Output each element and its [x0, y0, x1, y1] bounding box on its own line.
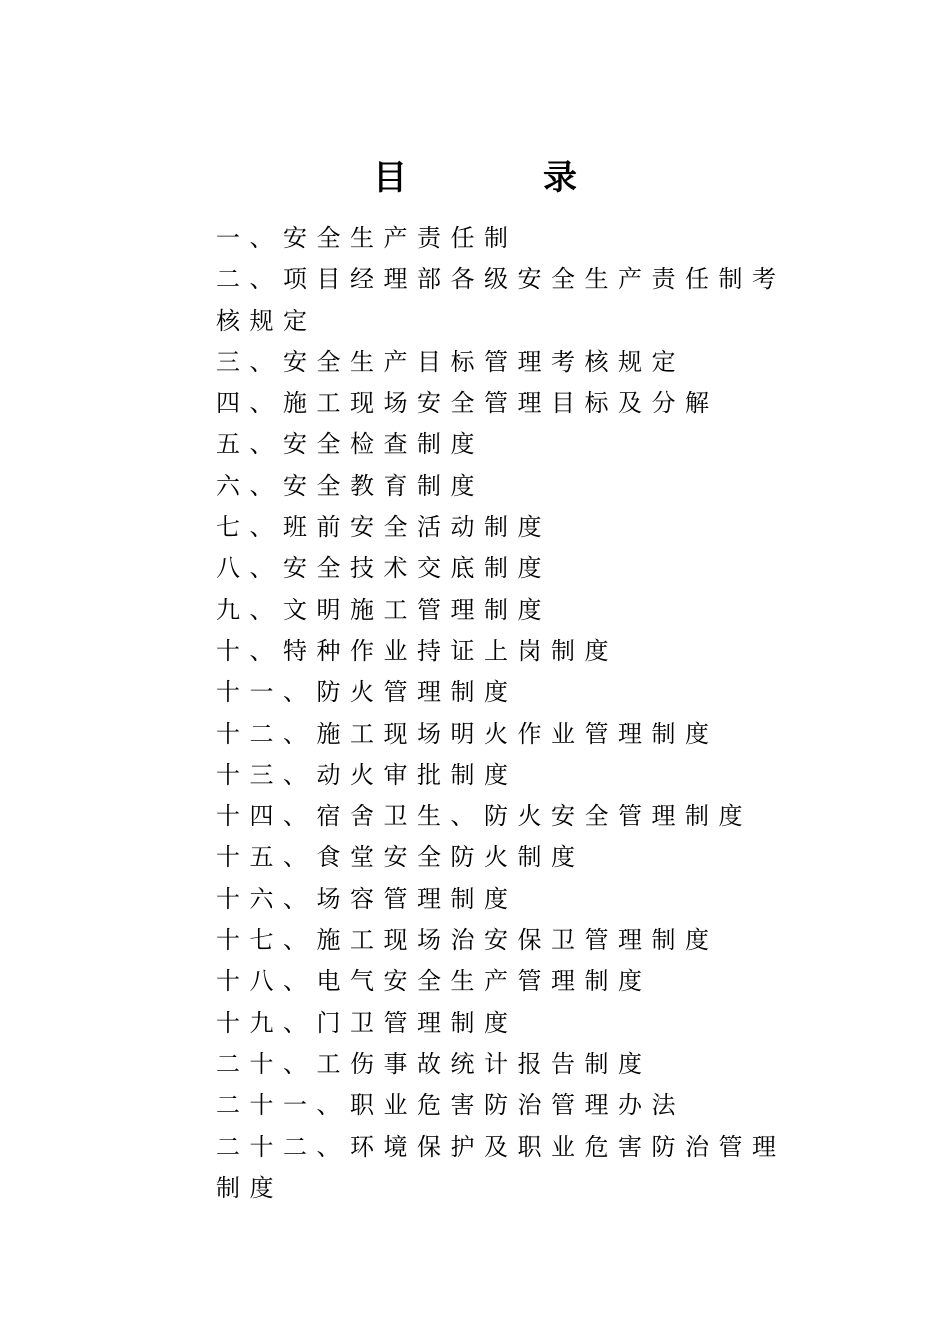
page-title: 目 录 — [373, 158, 577, 198]
toc-item: 八、安全技术交底制度 — [216, 554, 551, 583]
toc-item: 十四、宿舍卫生、防火安全管理制度 — [216, 802, 752, 831]
toc-item: 二十二、环境保护及职业危害防治管理制度 — [216, 1132, 786, 1202]
toc-item: 七、班前安全活动制度 — [216, 513, 551, 542]
toc-item: 六、安全教育制度 — [216, 471, 484, 500]
table-of-contents — [216, 218, 806, 1209]
toc-item: 一、安全生产责任制 — [216, 224, 518, 252]
toc-item: 三、安全生产目标管理考核规定 — [216, 347, 685, 376]
toc-item: 十九、门卫管理制度 — [216, 1008, 518, 1037]
toc-item: 二十、工伤事故统计报告制度 — [216, 1049, 652, 1078]
toc-item: 九、文明施工管理制度 — [216, 595, 551, 624]
toc-item: 二十一、职业危害防治管理办法 — [216, 1091, 685, 1120]
toc-item: 十、特种作业持证上岗制度 — [216, 636, 618, 665]
toc-item: 十六、场容管理制度 — [216, 884, 518, 913]
toc-item: 十五、食堂安全防火制度 — [216, 843, 585, 872]
toc-item: 四、施工现场安全管理目标及分解 — [216, 389, 719, 418]
toc-item: 十一、防火管理制度 — [216, 678, 518, 707]
toc-item: 二、项目经理部各级安全生产责任制考核规定 — [216, 265, 786, 335]
toc-item: 十二、施工现场明火作业管理制度 — [216, 719, 719, 748]
toc-item: 十七、施工现场治安保卫管理制度 — [216, 926, 719, 955]
toc-item: 十三、动火审批制度 — [216, 760, 518, 789]
toc-item: 十八、电气安全生产管理制度 — [216, 967, 652, 996]
toc-item: 五、安全检查制度 — [216, 430, 484, 459]
